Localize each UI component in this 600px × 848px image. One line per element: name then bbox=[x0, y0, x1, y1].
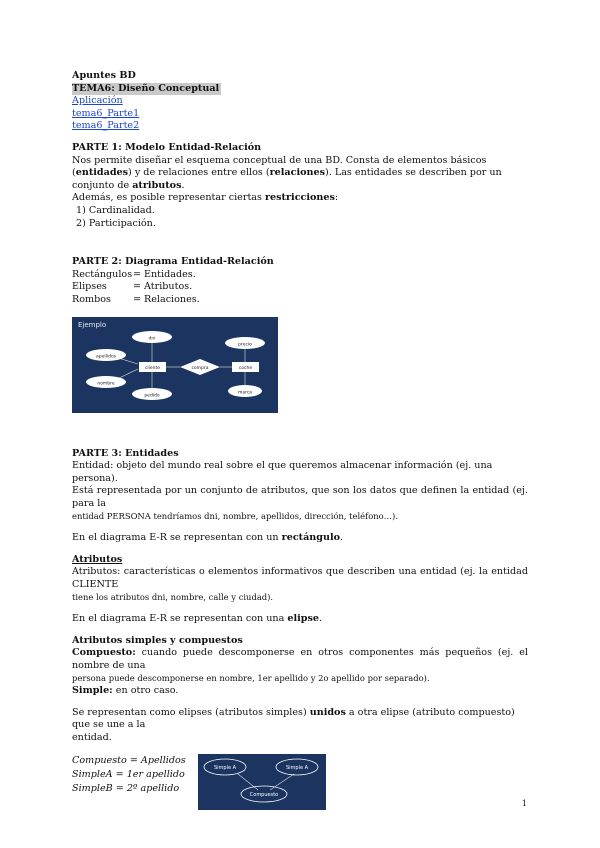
legend-row: Rectángulos = Entidades. bbox=[72, 268, 196, 280]
page-number: 1 bbox=[521, 799, 527, 808]
link-tema6-parte1[interactable]: tema6_Parte1 bbox=[72, 107, 140, 119]
svg-text:compra: compra bbox=[191, 365, 209, 371]
part1-paragraph: Nos permite diseñar el esquema conceptual de una BD. Consta de elementos básicos (entidades) y de relaciones entre ellos (relaciones). Las entidades se describen por un conjunto de atributos. bbox=[72, 154, 502, 191]
svg-text:nombre: nombre bbox=[97, 381, 115, 386]
compound-example bbox=[72, 754, 528, 814]
svg-text:Simple A: Simple A bbox=[213, 765, 237, 772]
attributes-heading: Atributos bbox=[72, 553, 123, 565]
svg-text:Compuesto: Compuesto bbox=[249, 792, 279, 799]
part2-heading: PARTE 2: Diagrama Entidad-Relación bbox=[72, 256, 274, 268]
svg-text:apellidos: apellidos bbox=[95, 354, 117, 359]
part3-p1: Entidad: objeto del mundo real sobre el que queremos almacenar información (ej. una persona). bbox=[72, 460, 493, 484]
list-item: 2) Participación. bbox=[76, 217, 156, 229]
list-item: 1) Cardinalidad. bbox=[76, 204, 155, 216]
legend-row: Rombos = Relaciones. bbox=[72, 293, 200, 305]
part3-p2b: entidad PERSONA tendríamos dni, nombre, apellidos, dirección, teléfono…). bbox=[72, 511, 398, 522]
representation-paragraph-cont: entidad. bbox=[72, 731, 112, 743]
er-example-image bbox=[72, 317, 278, 413]
part3-p2a: Está representada por un conjunto de atributos, que son los datos que definen la entidad (ej. para la bbox=[72, 485, 528, 509]
document-page bbox=[72, 70, 528, 814]
link-tema6-parte2[interactable]: tema6_Parte2 bbox=[72, 120, 140, 132]
representation-paragraph: Se representan como elipses (atributos simples) unidos a otra elipse (atributo compuesto) que se une a la bbox=[72, 706, 515, 731]
attributes-p2: En el diagrama E-R se representan con una elipse. bbox=[72, 613, 323, 625]
topic-title: TEMA6: Diseño Conceptual bbox=[72, 82, 220, 94]
svg-text:pedido: pedido bbox=[144, 393, 160, 398]
equation-line: Compuesto = Apellidos bbox=[72, 755, 186, 767]
simple-compound-heading: Atributos simples y compuestos bbox=[72, 634, 243, 646]
part1-restrictions: Además, es posible representar ciertas restricciones: bbox=[72, 192, 339, 204]
link-aplicacion[interactable]: Aplicación bbox=[72, 95, 123, 107]
legend-row: Elipses = Atributos. bbox=[72, 281, 193, 293]
equation-line: SimpleB = 2º apellido bbox=[72, 783, 180, 795]
svg-text:Simple A: Simple A bbox=[285, 765, 309, 772]
part1-heading: PARTE 1: Modelo Entidad-Relación bbox=[72, 141, 262, 153]
attributes-p1b: tiene los atributos dni, nombre, calle y ciudad). bbox=[72, 592, 274, 603]
restrictions-list bbox=[72, 205, 528, 230]
part3-p3: En el diagrama E-R se representan con un rectángulo. bbox=[72, 532, 344, 544]
simple-definition: Simple: en otro caso. bbox=[72, 685, 179, 696]
svg-text:precio: precio bbox=[238, 342, 252, 347]
diagram-title: Ejemplo bbox=[78, 320, 107, 329]
svg-text:dni: dni bbox=[148, 336, 156, 341]
attributes-p1a: Atributos: características o elementos informativos que describen una entidad (ej. la entidad CLIENTE bbox=[72, 566, 528, 590]
svg-text:coche: coche bbox=[238, 365, 253, 371]
compound-attribute-image bbox=[198, 754, 326, 810]
compound-definition-cont: persona puede descomponerse en nombre, 1er apellido y 2o apellido por separado). bbox=[72, 673, 430, 684]
svg-text:marca: marca bbox=[237, 390, 253, 395]
equation-line: SimpleA = 1er apellido bbox=[72, 769, 185, 781]
part3-heading: PARTE 3: Entidades bbox=[72, 447, 179, 459]
svg-text:cliente: cliente bbox=[144, 365, 161, 371]
compound-definition: Compuesto: cuando puede descomponerse en otros componentes más pequeños (ej. el nombre de una bbox=[72, 647, 528, 671]
doc-title: Apuntes BD bbox=[72, 70, 136, 81]
